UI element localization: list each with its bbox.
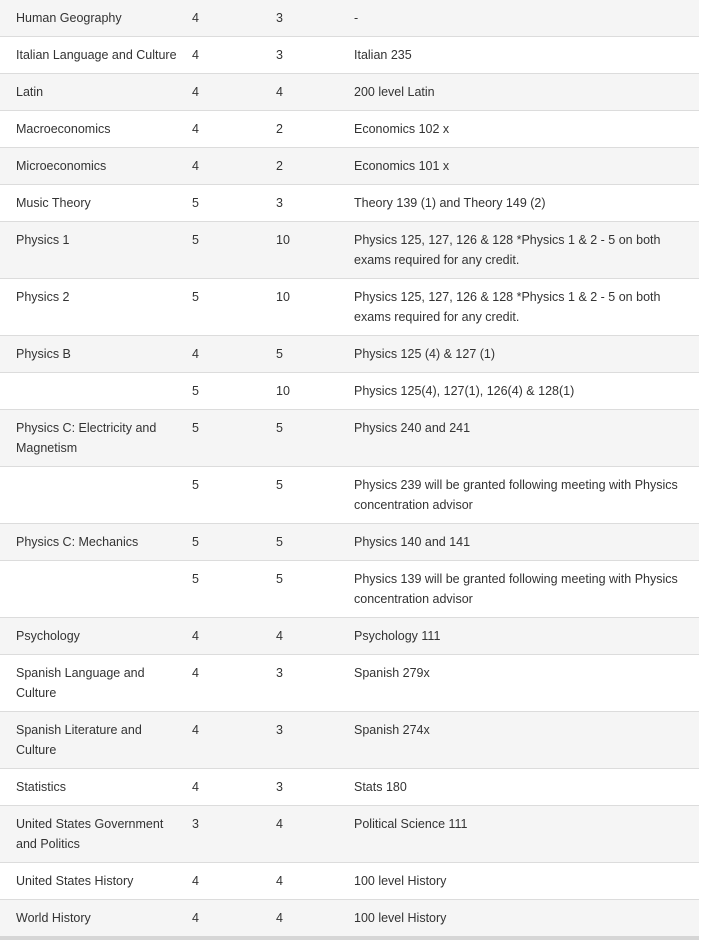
table-row bbox=[0, 336, 699, 373]
subject-cell: Microeconomics bbox=[0, 148, 184, 185]
subject-cell: Latin bbox=[0, 74, 184, 111]
course-cell: Italian 235 bbox=[338, 37, 699, 74]
subject-cell: Macroeconomics bbox=[0, 111, 184, 148]
table-row bbox=[0, 111, 699, 148]
table-row bbox=[0, 467, 699, 524]
course-cell: Physics 240 and 241 bbox=[338, 410, 699, 467]
table-row bbox=[0, 863, 699, 900]
score-cell: 4 bbox=[184, 0, 268, 37]
credits-cell: 5 bbox=[268, 336, 338, 373]
score-cell: 4 bbox=[184, 769, 268, 806]
subject-cell bbox=[0, 561, 184, 618]
subject-cell: World History bbox=[0, 900, 184, 939]
table-row bbox=[0, 712, 699, 769]
table-row bbox=[0, 0, 699, 37]
score-cell: 5 bbox=[184, 279, 268, 336]
course-cell: Physics 125(4), 127(1), 126(4) & 128(1) bbox=[338, 373, 699, 410]
subject-cell bbox=[0, 373, 184, 410]
score-cell: 4 bbox=[184, 863, 268, 900]
score-cell: 5 bbox=[184, 373, 268, 410]
subject-cell: Physics B bbox=[0, 336, 184, 373]
credits-cell: 10 bbox=[268, 279, 338, 336]
table-row bbox=[0, 222, 699, 279]
score-cell: 4 bbox=[184, 618, 268, 655]
table-row bbox=[0, 655, 699, 712]
credits-cell: 3 bbox=[268, 655, 338, 712]
credits-cell: 5 bbox=[268, 467, 338, 524]
score-cell: 5 bbox=[184, 467, 268, 524]
score-cell: 3 bbox=[184, 806, 268, 863]
course-cell: 100 level History bbox=[338, 900, 699, 939]
course-cell: Psychology 111 bbox=[338, 618, 699, 655]
subject-cell: United States History bbox=[0, 863, 184, 900]
course-cell: Stats 180 bbox=[338, 769, 699, 806]
credits-cell: 3 bbox=[268, 712, 338, 769]
credits-cell: 4 bbox=[268, 74, 338, 111]
course-cell: Spanish 274x bbox=[338, 712, 699, 769]
score-cell: 4 bbox=[184, 900, 268, 939]
score-cell: 5 bbox=[184, 185, 268, 222]
course-cell: Physics 139 will be granted following meeting with Physics concentration advisor bbox=[338, 561, 699, 618]
credits-cell: 2 bbox=[268, 111, 338, 148]
table-row bbox=[0, 561, 699, 618]
score-cell: 5 bbox=[184, 561, 268, 618]
score-cell: 4 bbox=[184, 111, 268, 148]
credits-cell: 4 bbox=[268, 863, 338, 900]
course-cell: Theory 139 (1) and Theory 149 (2) bbox=[338, 185, 699, 222]
score-cell: 4 bbox=[184, 37, 268, 74]
credits-cell: 3 bbox=[268, 0, 338, 37]
course-cell: Physics 125, 127, 126 & 128 *Physics 1 & 2 - 5 on both exams required for any credit. bbox=[338, 279, 699, 336]
course-cell: Political Science 111 bbox=[338, 806, 699, 863]
table-row bbox=[0, 410, 699, 467]
course-cell: Physics 140 and 141 bbox=[338, 524, 699, 561]
subject-cell: Italian Language and Culture bbox=[0, 37, 184, 74]
score-cell: 4 bbox=[184, 74, 268, 111]
credits-cell: 10 bbox=[268, 222, 338, 279]
table-row bbox=[0, 37, 699, 74]
credits-cell: 5 bbox=[268, 561, 338, 618]
subject-cell: Spanish Literature and Culture bbox=[0, 712, 184, 769]
subject-cell: Statistics bbox=[0, 769, 184, 806]
course-cell: Spanish 279x bbox=[338, 655, 699, 712]
subject-cell: Human Geography bbox=[0, 0, 184, 37]
table-row bbox=[0, 524, 699, 561]
table-row bbox=[0, 74, 699, 111]
subject-cell: Physics 2 bbox=[0, 279, 184, 336]
score-cell: 4 bbox=[184, 712, 268, 769]
subject-cell: Music Theory bbox=[0, 185, 184, 222]
table-row bbox=[0, 279, 699, 336]
credits-cell: 4 bbox=[268, 618, 338, 655]
score-cell: 5 bbox=[184, 222, 268, 279]
table-row bbox=[0, 806, 699, 863]
course-cell: Economics 101 x bbox=[338, 148, 699, 185]
table-row bbox=[0, 769, 699, 806]
table-row bbox=[0, 373, 699, 410]
course-cell: Physics 125 (4) & 127 (1) bbox=[338, 336, 699, 373]
subject-cell bbox=[0, 467, 184, 524]
subject-cell: Physics C: Electricity and Magnetism bbox=[0, 410, 184, 467]
credits-cell: 3 bbox=[268, 37, 338, 74]
table-row bbox=[0, 618, 699, 655]
credits-cell: 4 bbox=[268, 806, 338, 863]
subject-cell: Physics C: Mechanics bbox=[0, 524, 184, 561]
credits-cell: 3 bbox=[268, 185, 338, 222]
subject-cell: Spanish Language and Culture bbox=[0, 655, 184, 712]
score-cell: 4 bbox=[184, 148, 268, 185]
credits-cell: 10 bbox=[268, 373, 338, 410]
course-cell: - bbox=[338, 0, 699, 37]
credits-cell: 2 bbox=[268, 148, 338, 185]
course-cell: 200 level Latin bbox=[338, 74, 699, 111]
subject-cell: Physics 1 bbox=[0, 222, 184, 279]
credits-cell: 5 bbox=[268, 410, 338, 467]
subject-cell: Psychology bbox=[0, 618, 184, 655]
table-row bbox=[0, 148, 699, 185]
course-cell: Economics 102 x bbox=[338, 111, 699, 148]
table-row bbox=[0, 185, 699, 222]
score-cell: 4 bbox=[184, 655, 268, 712]
course-cell: Physics 239 will be granted following meeting with Physics concentration advisor bbox=[338, 467, 699, 524]
subject-cell: United States Government and Politics bbox=[0, 806, 184, 863]
score-cell: 5 bbox=[184, 524, 268, 561]
score-cell: 4 bbox=[184, 336, 268, 373]
score-cell: 5 bbox=[184, 410, 268, 467]
course-cell: 100 level History bbox=[338, 863, 699, 900]
credits-cell: 4 bbox=[268, 900, 338, 939]
table-row bbox=[0, 900, 699, 939]
course-cell: Physics 125, 127, 126 & 128 *Physics 1 & 2 - 5 on both exams required for any credit. bbox=[338, 222, 699, 279]
credits-cell: 5 bbox=[268, 524, 338, 561]
credits-cell: 3 bbox=[268, 769, 338, 806]
